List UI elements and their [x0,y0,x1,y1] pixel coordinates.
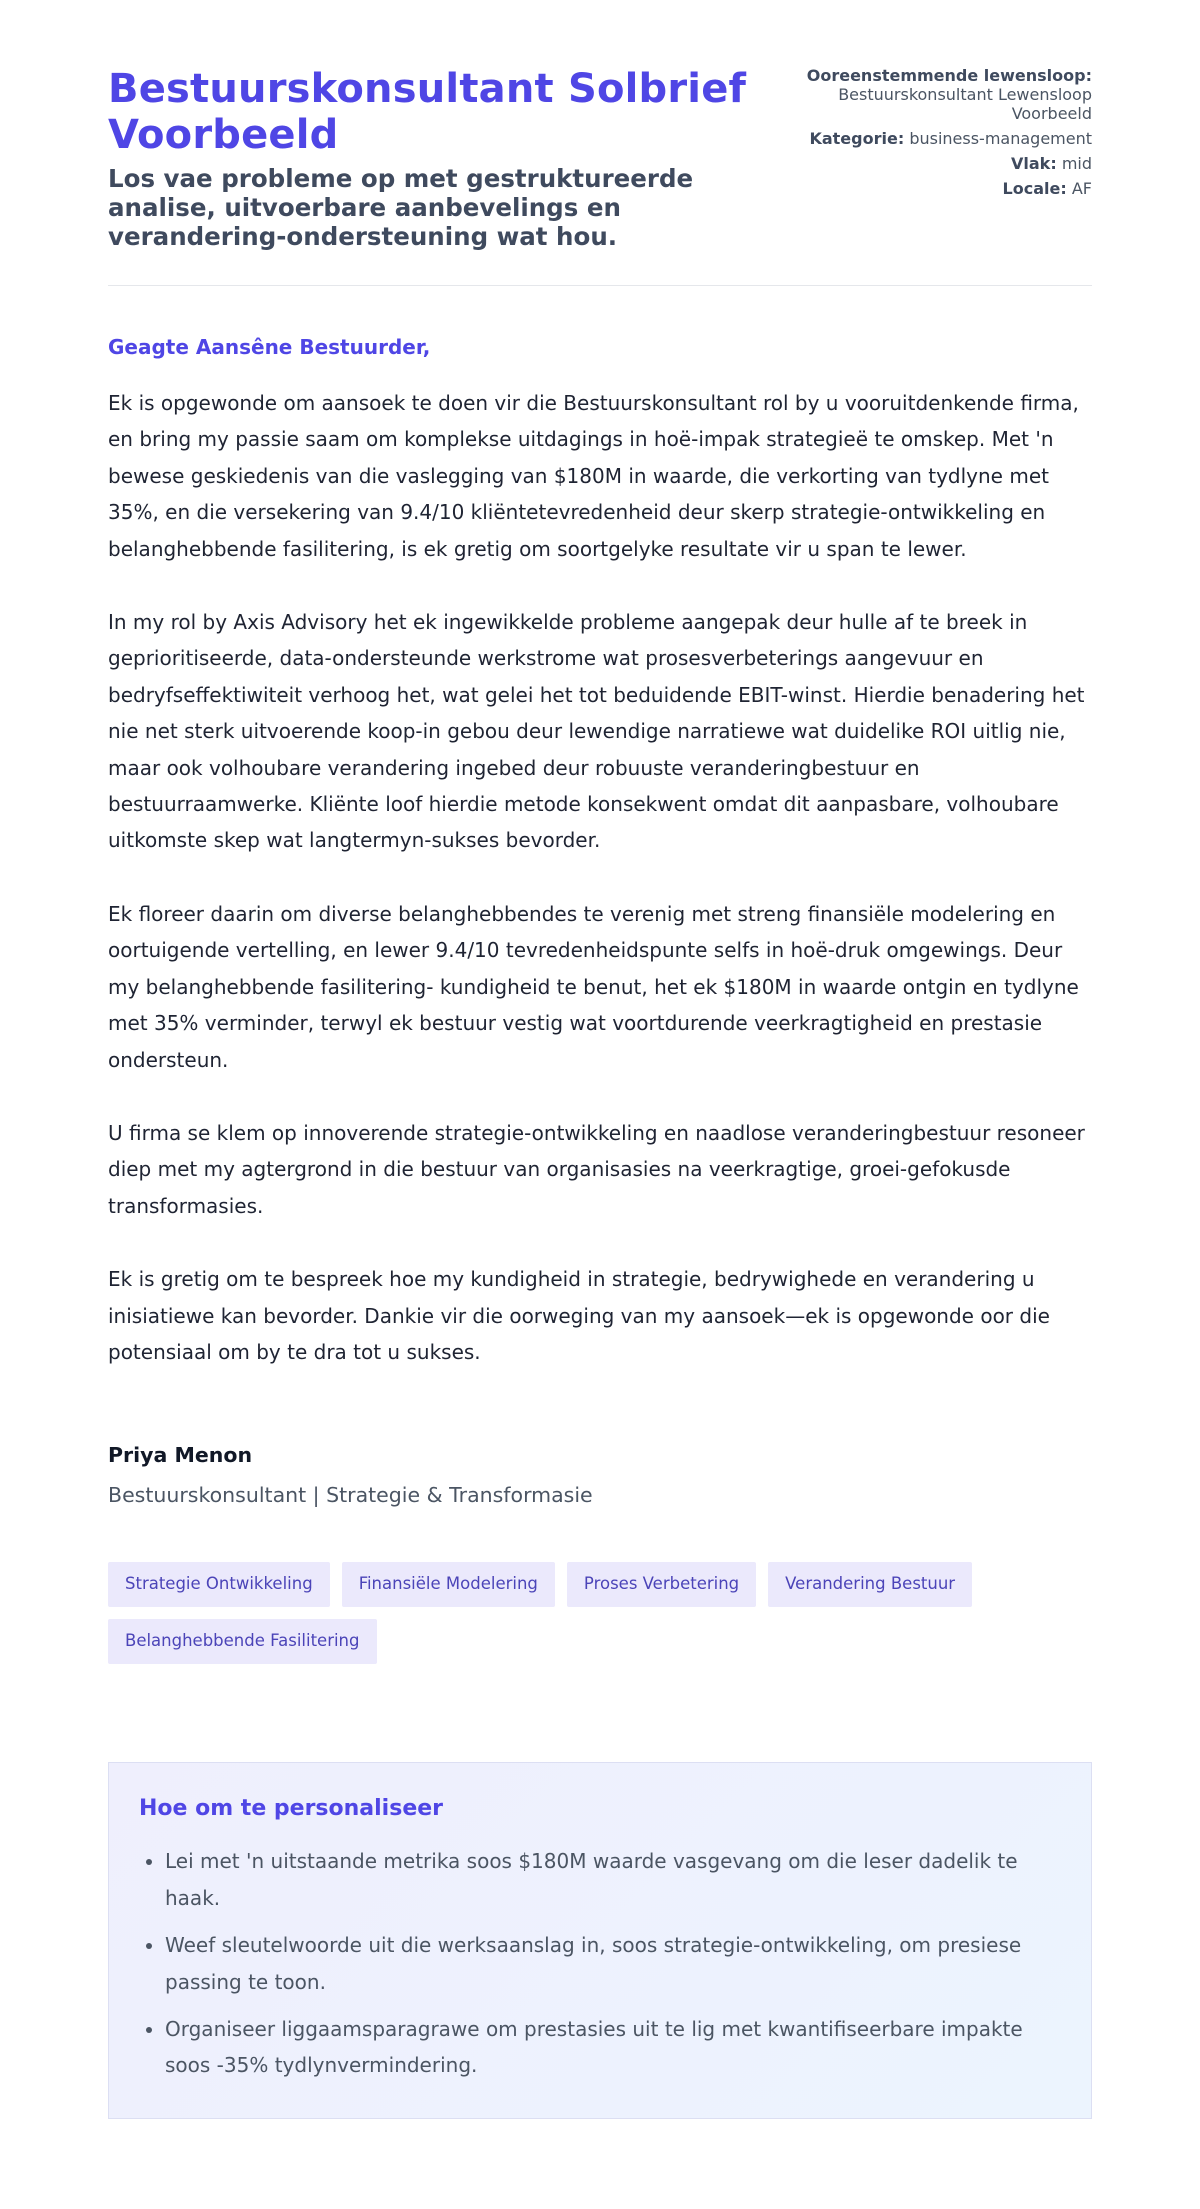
meta-matching-resume-value[interactable]: Bestuurskonsultant Lewensloop Voorbeeld [838,85,1092,123]
meta-locale-label: Locale: [1002,179,1067,198]
letter-paragraph: Ek is gretig om te bespreek hoe my kundigheid in strategie, bedrywighede en verandering u inisiatiewe kan bevorder. Dankie vir die oorweging van my aansoek—ek is opgewonde oor die potensiaal om by te dra tot u sukses. [108,1267,1050,1364]
tips-list [139,1843,1061,2083]
meta-matching-resume [802,66,1092,123]
meta-locale-value: AF [1071,179,1092,198]
meta-level [802,154,1092,173]
page-subtitle: Los vae probleme op met gestruktureerde analise, uitvoerbare aanbevelings en verandering-ondersteuning wat hou. [108,164,694,251]
skill-tags [108,1562,1092,1664]
meta-category-value: business-management [909,129,1092,148]
tip-item: • Organiseer liggaamsparagrawe om prestasies uit te lig met kwantifiseerbare impakte soos -35% tydlynvermindering. [165,2011,1061,2084]
header-title-block [108,66,788,251]
signature-title: Bestuurskonsultant | Strategie & Transformasie [108,1483,593,1508]
letter-paragraph: Ek floreer daarin om diverse belanghebbendes te verenig met streng finansiële modelering en oortuigende vertelling, en lewer 9.4/10 tevredenheidspunte selfs in hoë-druk omgewings. Deur my belanghebbende fasilitering- kundigheid te benut, het ek $180M in waarde ontgin en tydlyne met 35% verminder, terwyl ek bestuur vestig wat voortdurende veerkragtigheid en prestasie ondersteun. [108,901,1079,1072]
meta-level-value: mid [1061,154,1092,173]
page-header [108,66,1092,286]
page-title: Bestuurskonsultant Solbrief Voorbeeld [108,66,747,158]
meta-level-label: Vlak: [1011,154,1057,173]
letter-paragraph: Ek is opgewonde om aansoek te doen vir die Bestuurskonsultant rol by u vooruitdenkende firma, en bring my passie saam om komplekse uitdagings in hoë-impak strategieë te omskep. Met 'n bewese geskiedenis van die vaslegging van $180M in waarde, die verkorting van tydlyne met 35%, en die versekering van 9.4/10 kliëntetevredenheid deur skerp strategie-ontwikkeling en belanghebbende fasilitering, is ek gretig om soortgelyke resultate vir u span te lewer. [108,391,1079,561]
meta-matching-resume-label: Ooreenstemmende lewensloop: [806,66,1092,85]
tips-title: Hoe om te personaliseer [139,1796,444,1822]
tip-item: • Weef sleutelwoorde uit die werksaanslag in, soos strategie-ontwikkeling, om presiese passing te toon. [165,1927,1061,2000]
skill-tag: Finansiële Modelering [342,1562,555,1607]
signature-block [108,1442,1092,1508]
letter-paragraph: U firma se klem op innoverende strategie-ontwikkeling en naadlose veranderingbestuur resoneer diep met my agtergrond in die bestuur van organisasies na veerkragtige, groei-gefokusde transformasies. [108,1120,1085,1218]
meta-info [802,66,1092,204]
meta-category [802,129,1092,148]
skill-tag: Proses Verbetering [567,1562,756,1607]
signature-name: Priya Menon [108,1443,253,1468]
skill-tag: Strategie Ontwikkeling [108,1562,330,1607]
letter-paragraph: In my rol by Axis Advisory het ek ingewikkelde probleme aangepak deur hulle af te breek in geprioritiseerde, data-ondersteunde werkstrome wat prosesverbeterings aangevuur en bedryfseffektiwiteit verhoog het, wat gelei het tot beduidende EBIT-winst. Hierdie benadering het nie net sterk uitvoerende koop-in gebou deur lewendige narratiewe wat duidelike ROI uitlig nie, maar ook volhoubare verandering ingebed deur robuuste veranderingbestuur en bestuurraamwerke. Kliënte loof hierdie metode konsekwent omdat dit aanpasbare, volhoubare uitkomste skep wat langtermyn-sukses bevorder. [108,610,1085,853]
skill-tag: Verandering Bestuur [768,1562,972,1607]
tip-item: • Lei met 'n uitstaande metrika soos $180M waarde vasgevang om die leser dadelik te haak. [165,1843,1061,1916]
meta-locale [802,179,1092,198]
letter-body [108,335,1092,1370]
meta-category-label: Kategorie: [809,129,905,148]
letter-greeting: Geagte Aansêne Bestuurder, [108,335,431,359]
skill-tag: Belanghebbende Fasilitering [108,1619,377,1664]
personalization-tips [108,1762,1092,2118]
